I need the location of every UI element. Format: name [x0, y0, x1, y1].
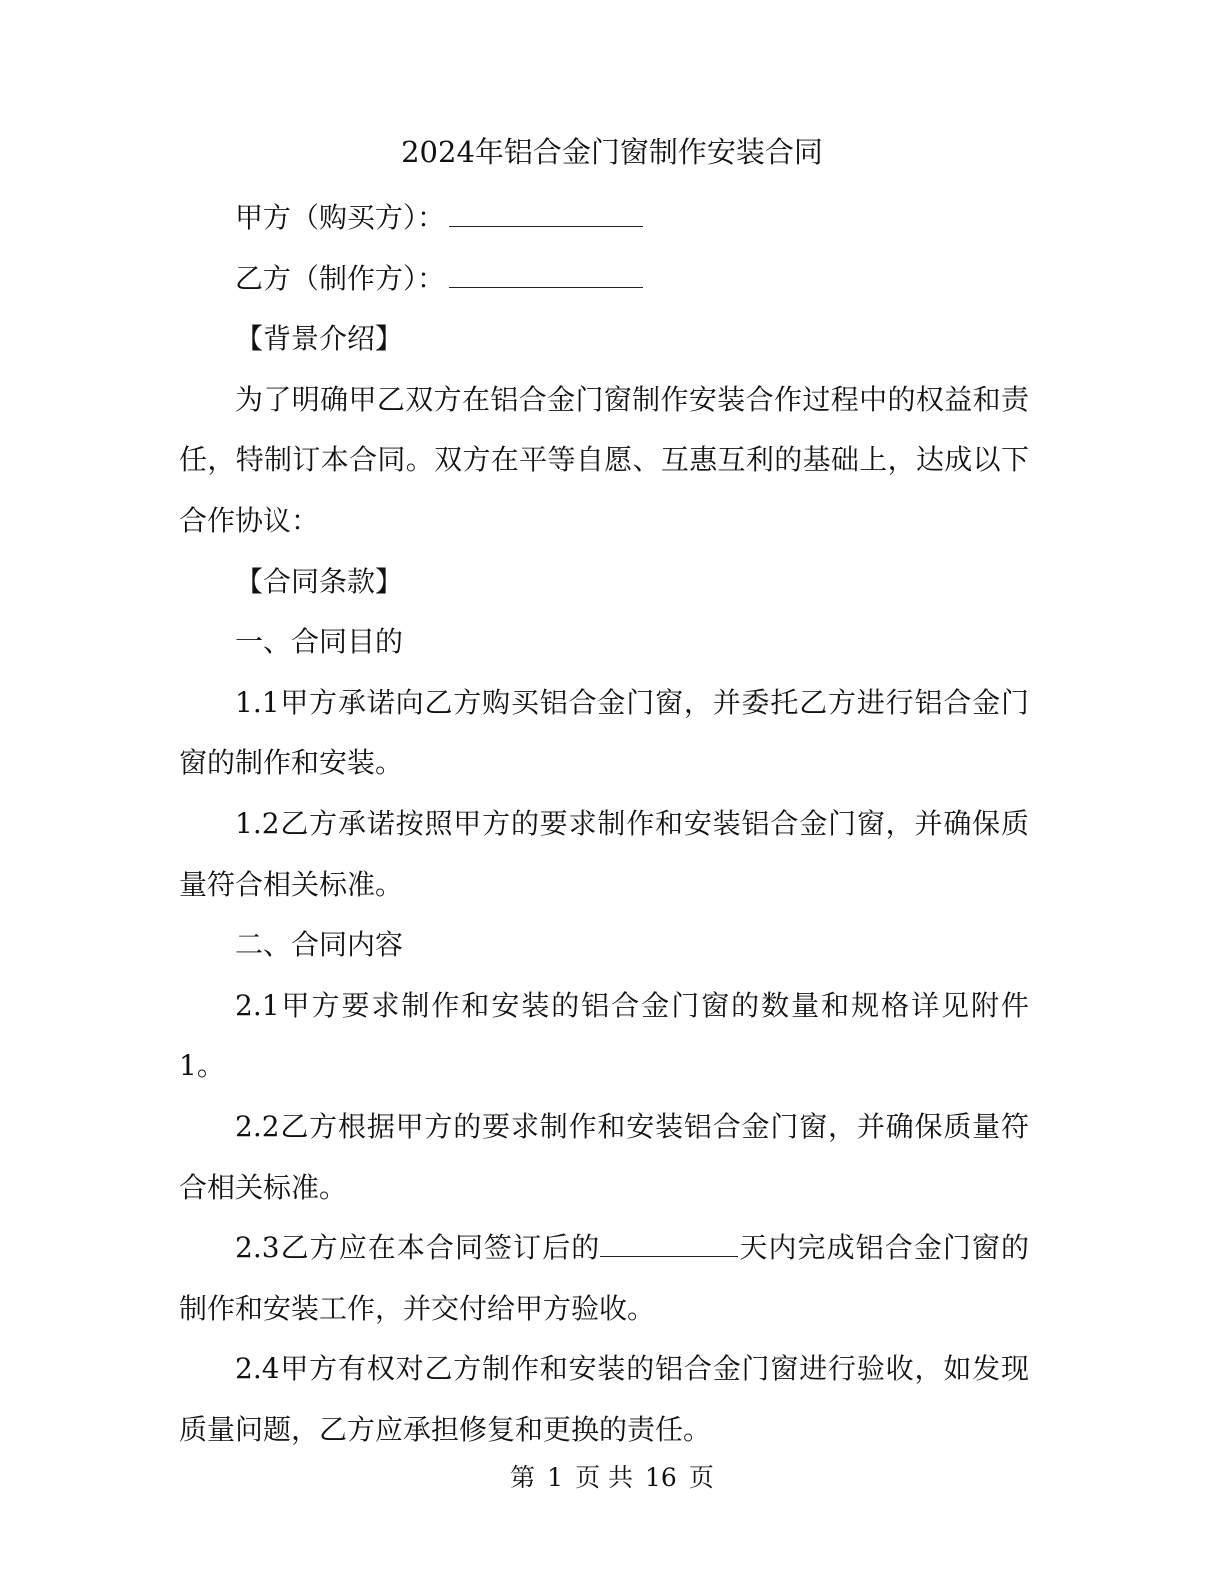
background-paragraph: 为了明确甲乙双方在铝合金门窗制作安装合作过程中的权益和责任，特制订本合同。双方在平等自愿、互惠互利的基础上，达成以下合作协议：	[179, 382, 1029, 537]
section-1-heading: 一、合同目的	[235, 625, 404, 659]
section-2-heading: 二、合同内容	[235, 928, 404, 962]
clause-1-2: 1.2乙方承诺按照甲方的要求制作和安装铝合金门窗，并确保质量符合相关标准。	[179, 806, 1029, 901]
footer-page-number: 1	[547, 1463, 564, 1492]
party-b-line	[179, 249, 1029, 310]
footer-suffix: 页	[688, 1463, 714, 1492]
footer-prefix: 第	[510, 1463, 536, 1492]
document-title: 2024年铝合金门窗制作安装合同	[401, 135, 823, 169]
clause-2-2: 2.2乙方根据甲方的要求制作和安装铝合金门窗，并确保质量符合相关标准。	[179, 1109, 1029, 1204]
clause-2-3-after: 天内完成铝合金门窗的制作和安装工作，并交付给甲方验收。	[179, 1231, 1029, 1325]
party-a-label: 甲方（购买方）：	[235, 201, 446, 234]
terms-heading: 【合同条款】	[235, 564, 404, 598]
background-heading: 【背景介绍】	[235, 322, 404, 356]
footer-total-pages: 16	[645, 1463, 677, 1492]
page-footer	[0, 1458, 1224, 1498]
clause-2-4: 2.4甲方有权对乙方制作和安装的铝合金门窗进行验收，如发现质量问题，乙方应承担修复和更换的责任。	[179, 1352, 1029, 1446]
clause-2-3	[179, 1218, 1029, 1339]
footer-middle: 页 共	[575, 1463, 634, 1492]
document-body	[179, 188, 1029, 1460]
clause-1-1: 1.1甲方承诺向乙方购买铝合金门窗，并委托乙方进行铝合金门窗的制作和安装。	[179, 685, 1029, 780]
party-b-label: 乙方（制作方）：	[235, 261, 446, 295]
clause-2-1: 2.1甲方要求制作和安装的铝合金门窗的数量和规格详见附件 1。	[179, 988, 1029, 1083]
clause-2-3-before: 2.3乙方应在本合同签订后的	[235, 1231, 601, 1265]
party-b-blank	[449, 257, 643, 287]
party-a-line	[179, 188, 1029, 249]
party-a-blank	[449, 197, 643, 227]
days-blank	[600, 1227, 738, 1257]
